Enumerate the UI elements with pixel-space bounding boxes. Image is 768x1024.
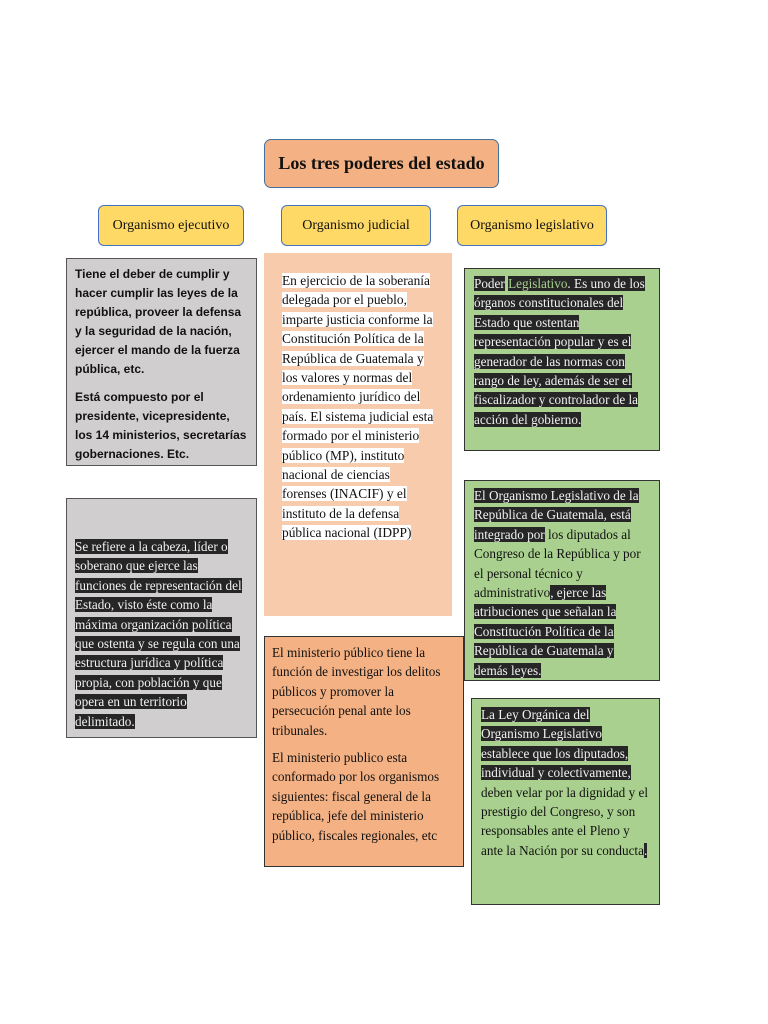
ejecutivo-box-definition xyxy=(66,498,257,738)
diagram-title-text: Los tres poderes del estado xyxy=(278,153,485,173)
judicial-box-ministerio xyxy=(264,636,464,867)
judicial-ministerio-composition-text: El ministerio publico esta conformado por los organismos siguientes: fiscal general de la república, jefe del ministerio público, fiscales regionales, etc xyxy=(272,750,440,843)
legislativo-box-definition xyxy=(464,268,660,451)
legislativo-ley-part-c: . xyxy=(643,842,648,858)
legislativo-comp-part-a: El Organismo Legislativo de la República de Guatemala, está integrado por xyxy=(474,488,639,542)
judicial-ministerio-function-text: El ministerio público tiene la función de investigar los delitos públicos y promover la persecución penal ante los tribunales. xyxy=(272,645,441,738)
legislativo-def-part-a: Poder xyxy=(474,276,505,291)
legislativo-box-composition xyxy=(464,480,660,681)
legislativo-comp-part-b: los diputados al Congreso de la República y por el personal técnico y administrativo xyxy=(474,526,641,601)
legislativo-def-part-c: . Es uno de los órganos constitucionales del Estado que ostentan representación popular y es el generador de las normas con rango de ley, además de ser el fiscalizador y controlador de la acción del gobierno. xyxy=(474,276,645,427)
judicial-box-system xyxy=(264,253,452,616)
ejecutivo-box-duties xyxy=(66,258,257,466)
ejecutivo-duties-text: Tiene el deber de cumplir y hacer cumplir las leyes de la república, proveer la defensa y la seguridad de la nación, ejercer el mando de la fuerza pública, etc. xyxy=(75,267,242,376)
judicial-system-text: En ejercicio de la soberanía delegada por el pueblo, imparte justicia conforme la Constitución Política de la República de Guatemala y los valores y normas del ordenamiento jurídico del país. El sistema judicial esta formado por el ministerio público (MP), instituto nacional de ciencias forenses (INACIF) y el instituto de la defensa pública nacional (IDPP) xyxy=(282,273,434,541)
header-ejecutivo-label: Organismo ejecutivo xyxy=(112,217,230,233)
legislativo-box-ley-organica xyxy=(471,698,660,905)
ejecutivo-definition-text: Se refiere a la cabeza, líder o soberano que ejerce las funciones de representación del Estado, visto éste como la máxima organización política que ostenta y se regula con una estructura jurídica y política propia, con población y que opera en un territorio delimitado. xyxy=(75,539,242,729)
legislativo-def-part-b: Legislativo xyxy=(508,276,568,291)
header-legislativo xyxy=(457,205,607,246)
legislativo-comp-part-c: , ejerce las atribuciones que señalan la Constitución Política de la República de Guatemala y demás leyes. xyxy=(474,585,617,678)
legislativo-ley-part-b: deben velar por la dignidad y el prestigio del Congreso, y son responsables ante el Pleno y ante la Nación por su conducta xyxy=(481,784,648,858)
header-judicial-label: Organismo judicial xyxy=(302,217,410,233)
header-ejecutivo xyxy=(98,205,244,246)
header-judicial xyxy=(281,205,431,246)
ejecutivo-composition-text: Está compuesto por el presidente, vicepresidente, los 14 ministerios, secretarías gobernaciones. Etc. xyxy=(75,390,247,461)
header-legislativo-label: Organismo legislativo xyxy=(470,217,594,233)
legislativo-ley-part-a: La Ley Orgánica del Organismo Legislativo establece que los diputados, individual y colectivamente, xyxy=(481,707,631,781)
diagram-title xyxy=(264,139,499,188)
